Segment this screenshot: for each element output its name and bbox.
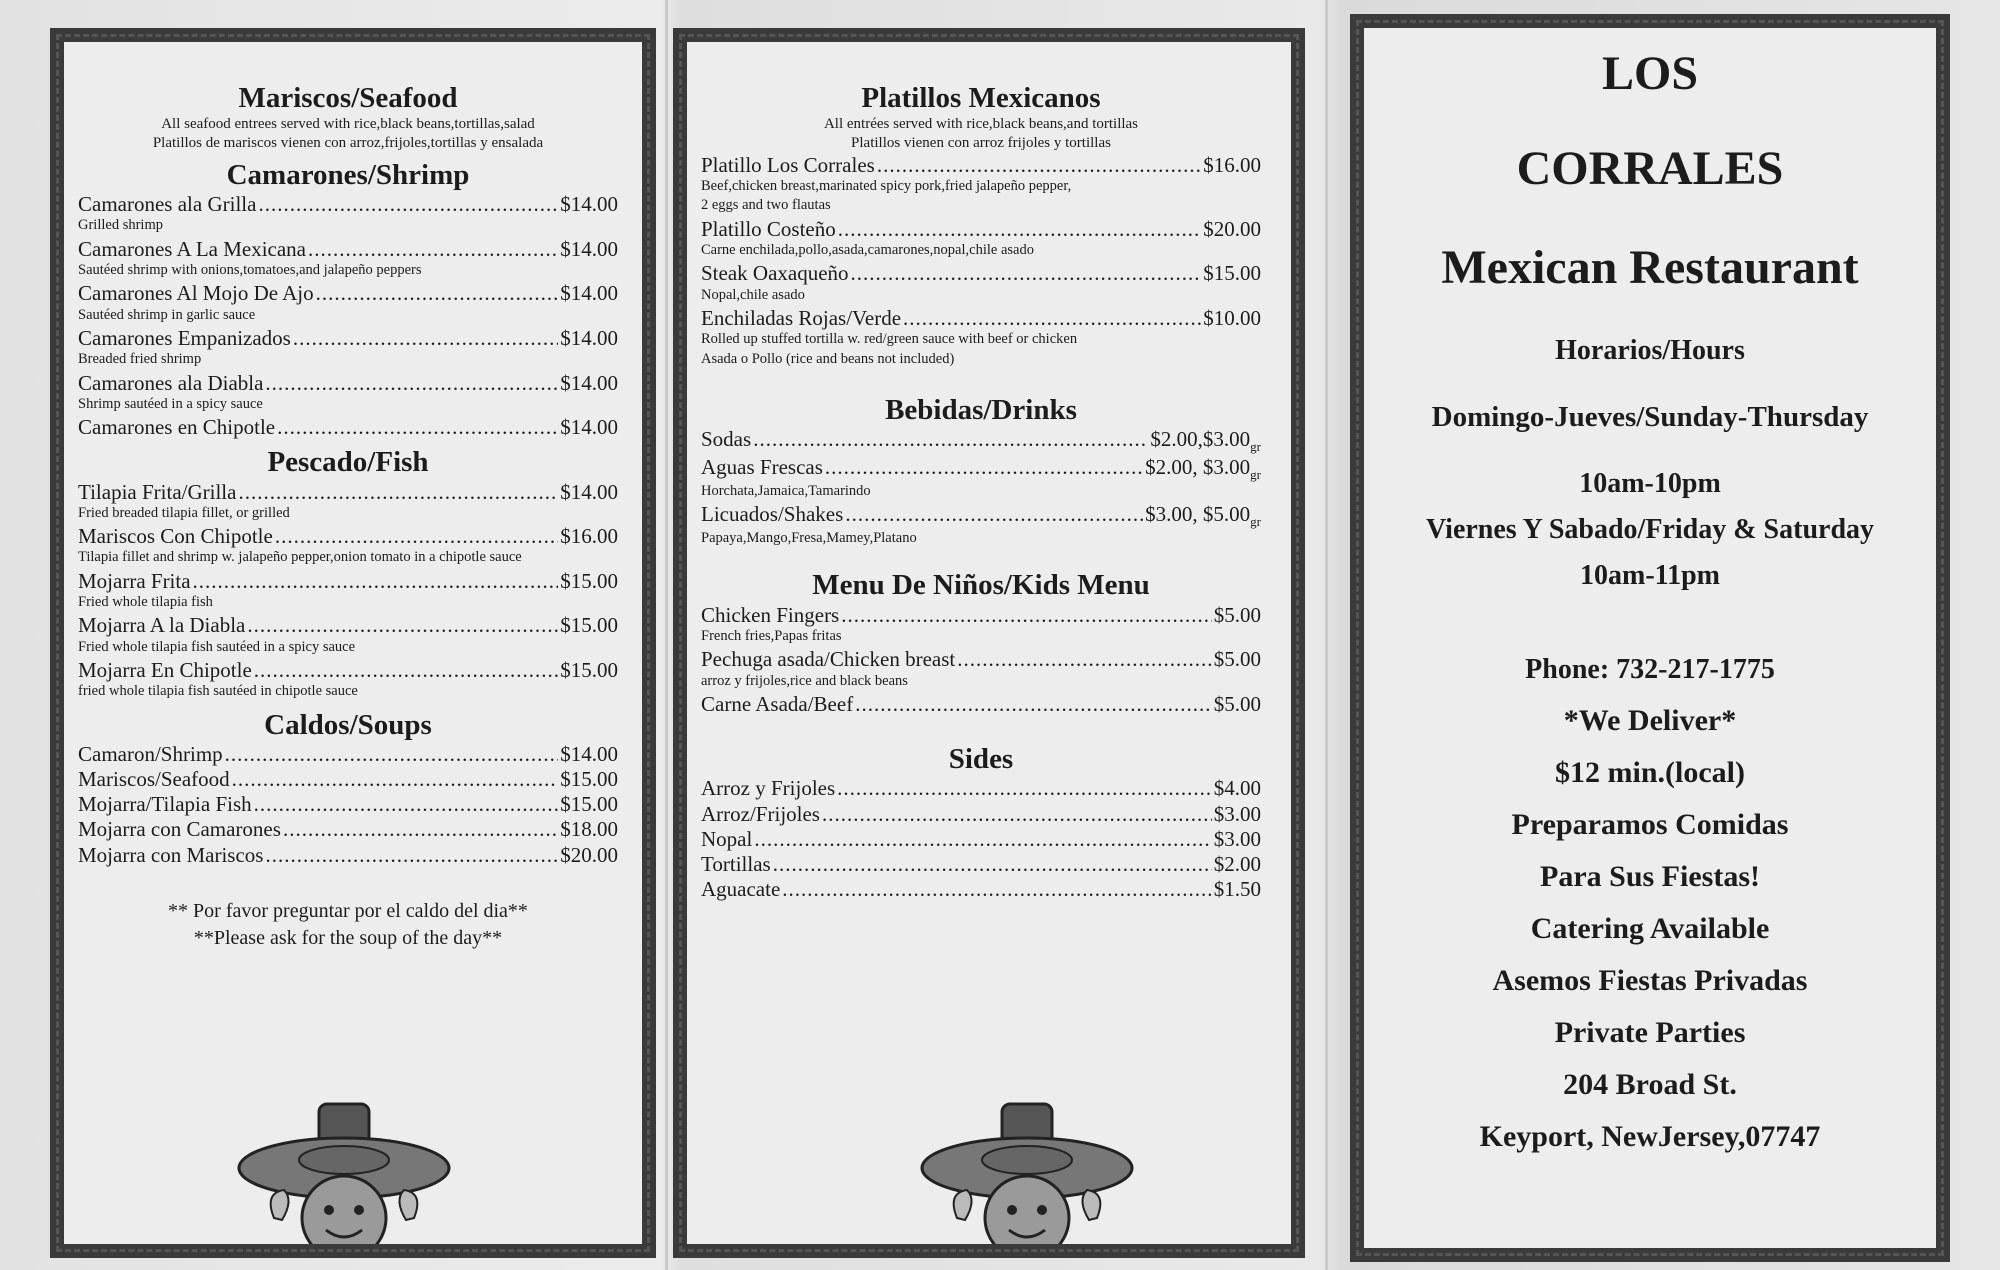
menu-item-price [560, 281, 618, 306]
menu-item-price [1145, 502, 1261, 530]
menu-item-price [560, 767, 618, 792]
leader-dots [903, 306, 1201, 331]
phone-number: Phone: 732-217-1775 [1525, 654, 1775, 685]
menu-item-name: Camarones ala Diabla [78, 370, 264, 395]
menu-item-name: Chicken Fingers [701, 602, 840, 627]
menu-item-description: Rolled up stuffed tortilla w. red/green sauce with beef or chicken [701, 331, 1078, 348]
menu-item-name: Camarones Al Mojo De Ajo [78, 281, 314, 306]
menu-item-description: Grilled shrimp [78, 217, 163, 234]
leader-dots [782, 877, 1211, 902]
leader-dots [225, 742, 559, 767]
menu-item-name: Camarones ala Grilla [78, 192, 257, 217]
menu-item-row [701, 153, 1261, 178]
leader-dots [822, 802, 1212, 827]
menu-item-name: Camarones A La Mexicana [78, 236, 307, 261]
fold-line [665, 0, 668, 1270]
leader-dots [283, 817, 558, 842]
menu-item-price [1145, 455, 1261, 483]
menu-item-name: Camarones en Chipotle [78, 415, 276, 440]
menu-item-name: Aguacate [701, 877, 781, 902]
menu-item-name: Mojarra con Camarones [78, 817, 281, 842]
price-value: $3.00 [1213, 826, 1261, 851]
price-value: $5.00 [1213, 602, 1261, 627]
menu-item-name: Mojarra con Mariscos [78, 842, 264, 867]
price-value: $15.00 [1203, 261, 1261, 286]
brand-line-corrales: CORRALES [1516, 142, 1784, 195]
mexican-note-en: All entrées served with rice,black beans,and tortillas [823, 116, 1139, 133]
fish-list [78, 480, 618, 701]
price-value: $5.00 [1213, 647, 1261, 672]
menu-item-name: Nopal [701, 826, 753, 851]
mexican-list [701, 153, 1261, 368]
menu-item-price [560, 524, 618, 549]
menu-item-price [1214, 802, 1261, 827]
price-unit: gr [1250, 514, 1261, 530]
menu-item-name: Mariscos Con Chipotle [78, 524, 273, 549]
address-street: 204 Broad St. [1563, 1068, 1737, 1101]
price-value: $20.00 [1203, 216, 1261, 241]
parties-es: Asemos Fiestas Privadas [1492, 964, 1808, 997]
price-value: $10.00 [1203, 305, 1261, 330]
price-value: $3.00, $5.00 [1145, 502, 1251, 527]
leader-dots [838, 217, 1201, 242]
menu-item-description: French fries,Papas fritas [701, 627, 842, 644]
menu-item-price [560, 613, 618, 638]
menu-item-price [560, 742, 618, 767]
leader-dots [845, 502, 1143, 527]
price-value: $14.00 [560, 741, 618, 766]
seafood-column [78, 82, 618, 952]
leader-dots [316, 281, 559, 306]
hours-days-1: Domingo-Jueves/Sunday-Thursday [1431, 401, 1869, 433]
menu-item-name: Arroz y Frijoles [701, 776, 836, 801]
mexican-column [701, 82, 1261, 902]
leader-dots [232, 767, 559, 792]
shrimp-title: Camarones/Shrimp [226, 158, 470, 191]
menu-item-price [1150, 427, 1261, 455]
menu-item-row [78, 613, 618, 638]
menu-item-name: Camarones Empanizados [78, 325, 291, 350]
menu-item-description: Beef,chicken breast,marinated spicy pork,fried jalapeño pepper, [701, 178, 1072, 195]
menu-item-row [78, 843, 618, 868]
price-value: $4.00 [1213, 776, 1261, 801]
menu-item-row [701, 217, 1261, 242]
menu-item-row [701, 852, 1261, 877]
leader-dots [754, 827, 1211, 852]
price-value: $14.00 [560, 236, 618, 261]
menu-item-row [701, 502, 1261, 530]
menu-item-row [701, 261, 1261, 286]
menu-item-row [701, 877, 1261, 902]
menu-item-row [701, 802, 1261, 827]
menu-item-description: Carne enchilada,pollo,asada,camarones,nopal,chile asado [701, 242, 1034, 258]
kids-title: Menu De Niños/Kids Menu [812, 569, 1150, 602]
price-value: $16.00 [1203, 152, 1261, 177]
menu-item-row [701, 455, 1261, 483]
menu-item-row [78, 817, 618, 842]
menu-item-price [1203, 217, 1261, 242]
menu-item-price [1214, 776, 1261, 801]
fish-title: Pescado/Fish [267, 446, 429, 479]
menu-item-price [560, 326, 618, 351]
menu-item-description: Horchata,Jamaica,Tamarindo [701, 482, 871, 499]
hours-time-2: 10am-11pm [1580, 560, 1720, 591]
menu-item-name: Pechuga asada/Chicken breast [701, 647, 956, 672]
leader-dots [877, 153, 1201, 178]
seafood-note-es: Platillos de mariscos vienen con arroz,frijoles,tortillas y ensalada [152, 135, 544, 152]
menu-item-description: Papaya,Mango,Fresa,Mamey,Platano [701, 530, 917, 547]
price-value: $14.00 [560, 370, 618, 395]
price-unit: gr [1250, 467, 1261, 483]
mexican-title: Platillos Mexicanos [861, 82, 1101, 114]
price-value: $14.00 [560, 479, 618, 504]
catering-en: Catering Available [1530, 912, 1770, 945]
leader-dots [254, 658, 558, 683]
price-value: $14.00 [560, 325, 618, 350]
menu-item-row [78, 281, 618, 306]
menu-item-price [1214, 692, 1261, 717]
leader-dots [825, 455, 1143, 480]
delivery-note: *We Deliver* [1563, 704, 1737, 737]
leader-dots [277, 415, 558, 440]
menu-item-price [560, 569, 618, 594]
menu-item-row [78, 792, 618, 817]
price-value: $15.00 [560, 568, 618, 593]
sides-list [701, 776, 1261, 902]
hours-time-1: 10am-10pm [1579, 468, 1721, 499]
menu-item-row [78, 569, 618, 594]
menu-item-description: Fried whole tilapia fish [78, 593, 213, 610]
menu-item-name: Mojarra Frita [78, 568, 191, 593]
menu-item-row [78, 371, 618, 396]
menu-item-name: Camaron/Shrimp [78, 741, 223, 766]
soup-footnote-en: **Please ask for the soup of the day** [193, 926, 503, 949]
seafood-title: Mariscos/Seafood [238, 82, 458, 114]
menu-item-name: Steak Oaxaqueño [701, 261, 849, 286]
menu-item-description: Breaded fried shrimp [78, 351, 202, 368]
price-value: $20.00 [560, 842, 618, 867]
seafood-note-en: All seafood entrees served with rice,black beans,tortillas,salad [161, 116, 535, 133]
menu-item-row [701, 776, 1261, 801]
menu-item-row [78, 192, 618, 217]
leader-dots [258, 192, 558, 217]
menu-item-name: Tortillas [701, 852, 771, 876]
fold-line [1325, 0, 1328, 1270]
menu-item-row [701, 827, 1261, 852]
menu-item-price [1214, 852, 1261, 877]
kids-list [701, 603, 1261, 717]
panel-info [1350, 14, 1950, 1262]
price-value: $15.00 [560, 792, 618, 817]
parties-en: Private Parties [1554, 1016, 1746, 1049]
shrimp-list [78, 192, 618, 440]
menu-item-name: Enchiladas Rojas/Verde [701, 305, 902, 330]
leader-dots [193, 569, 559, 594]
leader-dots [753, 427, 1148, 452]
soup-footnote-es: ** Por favor preguntar por el caldo del dia** [168, 899, 528, 922]
sombrero-mascot-icon [234, 1098, 454, 1248]
price-value: $3.00 [1213, 801, 1261, 826]
menu-item-price [560, 237, 618, 262]
soups-list [78, 742, 618, 868]
menu-item-name: Licuados/Shakes [701, 502, 844, 527]
leader-dots [851, 261, 1202, 286]
menu-item-name: Tilapia Frita/Grilla [78, 479, 237, 504]
leader-dots [957, 647, 1212, 672]
leader-dots [293, 326, 558, 351]
menu-item-row [701, 692, 1261, 717]
menu-item-row [78, 326, 618, 351]
delivery-minimum: $12 min.(local) [1555, 756, 1745, 789]
menu-item-price [560, 480, 618, 505]
menu-item-description: fried whole tilapia fish sautéed in chipotle sauce [78, 683, 358, 700]
leader-dots [254, 792, 559, 817]
menu-item-price [560, 658, 618, 683]
menu-item-row [701, 427, 1261, 455]
menu-item-row [78, 524, 618, 549]
hours-days-2: Viernes Y Sabado/Friday & Saturday [1425, 514, 1875, 545]
menu-item-row [701, 306, 1261, 331]
menu-item-price [1214, 827, 1261, 852]
price-value: $15.00 [560, 767, 618, 792]
menu-item-row [78, 742, 618, 767]
price-value: $2.00, $3.00 [1145, 455, 1251, 480]
brand-line-subtitle: Mexican Restaurant [1441, 241, 1859, 294]
price-value: $14.00 [560, 415, 618, 440]
menu-item-price [1203, 306, 1261, 331]
price-value: $1.50 [1213, 877, 1261, 902]
menu-item-row [701, 647, 1261, 672]
menu-item-name: Aguas Frescas [701, 455, 823, 480]
menu-item-name: Platillo Costeño [701, 216, 836, 241]
menu-item-row [78, 237, 618, 262]
menu-item-price [1203, 261, 1261, 286]
menu-item-description: arroz y frijoles,rice and black beans [701, 672, 908, 689]
menu-item-price [1214, 877, 1261, 902]
menu-item-row [701, 603, 1261, 628]
menu-item-description: 2 eggs and two flautas [701, 197, 831, 214]
address-city: Keyport, NewJersey,07747 [1479, 1120, 1821, 1153]
menu-item-name: Mojarra En Chipotle [78, 657, 252, 682]
menu-item-name: Mariscos/Seafood [78, 767, 230, 792]
menu-item-row [78, 480, 618, 505]
menu-item-description: Fried whole tilapia fish sautéed in a spicy sauce [78, 638, 356, 655]
menu-item-name: Platillo Los Corrales [701, 152, 875, 177]
sides-title: Sides [948, 743, 1014, 776]
brand-line-los: LOS [1601, 47, 1699, 100]
menu-item-description: Nopal,chile asado [701, 286, 805, 303]
price-unit: gr [1250, 439, 1261, 455]
menu-item-price [1214, 647, 1261, 672]
menu-item-price [560, 817, 618, 842]
menu-item-price [560, 371, 618, 396]
menu-item-name: Carne Asada/Beef [701, 691, 854, 716]
price-value: $16.00 [560, 524, 618, 549]
leader-dots [238, 480, 558, 505]
menu-item-price [560, 415, 618, 440]
menu-item-description: Asada o Pollo (rice and beans not included) [701, 350, 955, 367]
leader-dots [837, 776, 1212, 801]
leader-dots [841, 603, 1212, 628]
sombrero-mascot-icon [917, 1098, 1137, 1248]
menu-item-row [78, 767, 618, 792]
drinks-list [701, 427, 1261, 547]
leader-dots [247, 613, 558, 638]
price-value: $2.00 [1213, 852, 1261, 876]
price-value: $18.00 [560, 817, 618, 842]
menu-item-price [560, 792, 618, 817]
panel-mexican [673, 28, 1305, 1258]
price-value: $2.00,$3.00 [1150, 427, 1251, 452]
leader-dots [773, 852, 1212, 877]
mexican-note-es: Platillos vienen con arroz frijoles y tortillas [851, 135, 1111, 152]
menu-item-price [1214, 603, 1261, 628]
menu-item-name: Sodas [701, 427, 752, 452]
price-value: $15.00 [560, 613, 618, 638]
leader-dots [275, 524, 558, 549]
price-value: $14.00 [560, 192, 618, 217]
leader-dots [265, 371, 558, 396]
menu-item-name: Mojarra A la Diabla [78, 613, 246, 638]
menu-item-price [560, 192, 618, 217]
menu-item-name: Mojarra/Tilapia Fish [78, 792, 252, 817]
menu-item-name: Arroz/Frijoles [701, 801, 820, 826]
catering-es-1: Preparamos Comidas [1511, 808, 1789, 841]
leader-dots [265, 843, 558, 868]
menu-item-description: Shrimp sautéed in a spicy sauce [78, 395, 263, 412]
menu-item-description: Sautéed shrimp in garlic sauce [78, 306, 256, 323]
menu-item-price [560, 843, 618, 868]
menu-item-description: Tilapia fillet and shrimp w. jalapeño pepper,onion tomato in a chipotle sauce [78, 549, 522, 566]
leader-dots [855, 692, 1212, 717]
hours-title: Horarios/Hours [1555, 335, 1745, 366]
price-value: $14.00 [560, 281, 618, 306]
catering-es-2: Para Sus Fiestas! [1540, 860, 1760, 893]
drinks-title: Bebidas/Drinks [885, 393, 1077, 426]
menu-item-description: Sautéed shrimp with onions,tomatoes,and jalapeño peppers [78, 261, 422, 278]
soups-title: Caldos/Soups [264, 708, 432, 741]
menu-item-description: Fried breaded tilapia fillet, or grilled [78, 504, 290, 521]
panel-seafood [50, 28, 656, 1258]
price-value: $5.00 [1213, 691, 1261, 716]
price-value: $15.00 [560, 657, 618, 682]
menu-item-row [78, 658, 618, 683]
menu-item-price [1203, 153, 1261, 178]
menu-item-row [78, 415, 618, 440]
leader-dots [308, 237, 558, 262]
